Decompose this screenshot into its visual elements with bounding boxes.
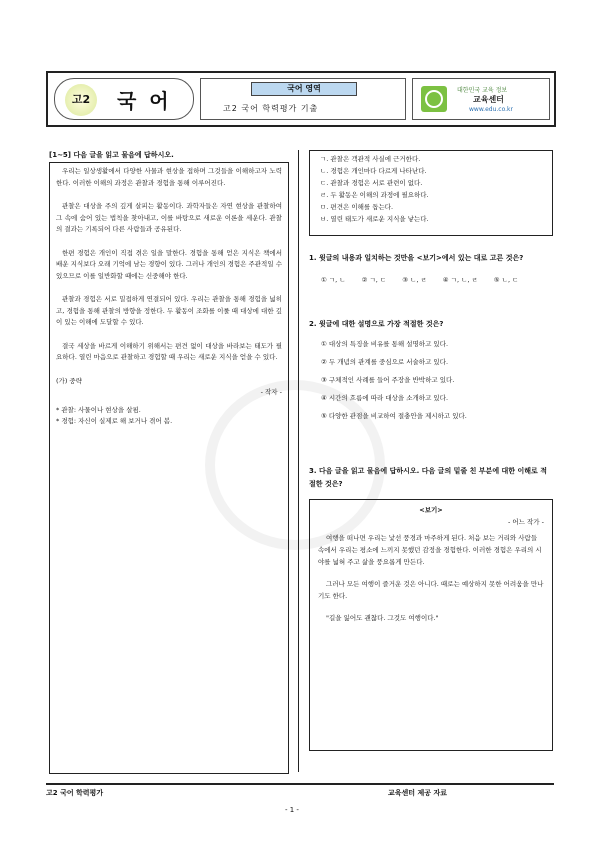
footer-left: 고2 국어 학력평가 [46, 789, 104, 797]
passage-box-paragraph: 그러나 모든 여행이 즐거운 것은 아니다. 때로는 예상하지 못한 어려움을 만나기도 한다. [318, 580, 544, 600]
question-2: 2. 윗글에 대한 설명으로 가장 적절한 것은? [309, 320, 444, 328]
exam-subtitle: 고2 국어 학력평가 기출 [223, 104, 319, 113]
column-divider [298, 150, 299, 772]
passage-paragraph: 우리는 일상생활에서 다양한 사물과 현상을 접하며 그것들을 이해하고자 노력한다. 이러한 이해의 과정은 관찰과 경험을 통해 이루어진다. [56, 167, 282, 187]
footnote: * 관찰: 사물이나 현상을 살핌. [56, 405, 141, 414]
passage-paragraph: 한편 경험은 개인이 직접 겪은 일을 말한다. 경험을 통해 얻은 지식은 책에서 배운 지식보다 오래 기억에 남는 경향이 있다. 그러나 개인의 경험은 주관적일 수 있으므로 이를 일반화할 때에는 신중해야 한다. [56, 248, 282, 280]
subject-box [54, 78, 194, 120]
choice-1[interactable]: ① ㄱ, ㄴ [321, 276, 346, 284]
passage-note: (가) 중략 [56, 376, 82, 385]
page-number: - 1 - [285, 806, 299, 814]
publisher-logo [412, 78, 550, 120]
option-1[interactable]: ① 대상의 특징을 비유를 통해 설명하고 있다. [321, 340, 449, 348]
choice-2[interactable]: ② ㄱ, ㄷ [361, 276, 387, 284]
example-line: ㄷ. 관찰과 경험은 서로 관련이 없다. [320, 179, 423, 187]
choice-3[interactable]: ③ ㄴ, ㄹ [402, 276, 427, 284]
question-1: 1. 윗글의 내용과 일치하는 것만을 <보기>에서 있는 대로 고른 것은? [309, 254, 524, 262]
example-line: ㅂ. 열린 태도가 새로운 지식을 낳는다. [320, 215, 429, 223]
passage-box-author: - 어느 작가 - [507, 518, 544, 526]
footnote: * 경험: 자신이 실제로 해 보거나 겪어 봄. [56, 417, 173, 425]
logo-line1: 대한민국 교육 정보 [457, 87, 508, 94]
question-3-passage [309, 499, 553, 751]
passage-paragraph: 관찰은 대상을 주의 깊게 살피는 활동이다. 과학자들은 자연 현상을 관찰하여 그 속에 숨어 있는 법칙을 찾아내고, 이를 바탕으로 새로운 이론을 세운다. 관찰의 결과는 기록되어 다른 사람들과 공유된다. [56, 202, 282, 233]
passage-paragraph: 관찰과 경험은 서로 밀접하게 연결되어 있다. 우리는 관찰을 통해 경험을 넓히고, 경험을 통해 관찰의 방향을 정한다. 두 활동이 조화를 이룰 때 대상에 대한 깊이 있는 이해에 도달할 수 있다. [56, 295, 282, 326]
example-line: ㄴ. 경험은 개인마다 다르게 나타난다. [320, 167, 427, 175]
example-line: ㅁ. 편견은 이해를 돕는다. [320, 203, 394, 211]
footer-right: 교육센터 제공 자료 [388, 789, 447, 797]
passage-author: - 작자 - [260, 388, 282, 396]
grade-badge: 고2 [65, 84, 97, 116]
passage-heading: [1~5] 다음 글을 읽고 물음에 답하시오. [49, 151, 174, 159]
passage-paragraph: 결국 세상을 바르게 이해하기 위해서는 편견 없이 대상을 바라보는 태도가 필요하다. 열린 마음으로 관찰하고 경험할 때 우리는 새로운 지식을 얻을 수 있다. [56, 341, 282, 361]
question-3: 3. 다음 글을 읽고 물음에 답하시오. 다음 글의 밑줄 친 부분에 대한 이해로 적절한 것은? [309, 467, 547, 488]
passage-box-paragraph: 여행을 떠나면 우리는 낯선 풍경과 마주하게 된다. 처음 보는 거리와 사람들 속에서 우리는 평소에 느끼지 못했던 감정을 경험한다. 이러한 경험은 우리의 시야를 넓혀 주고 삶을 풍요롭게 만든다. [318, 534, 542, 566]
option-2[interactable]: ② 두 개념의 관계를 중심으로 서술하고 있다. [321, 358, 449, 366]
question-1-choices [309, 275, 553, 284]
option-3[interactable]: ③ 구체적인 사례를 들어 주장을 반박하고 있다. [321, 376, 455, 384]
footer-rule [46, 783, 554, 785]
logo-icon [421, 86, 447, 112]
option-5[interactable]: ⑤ 다양한 관점을 비교하여 절충안을 제시하고 있다. [321, 412, 467, 420]
page-header [46, 71, 556, 127]
choice-5[interactable]: ⑤ ㄴ, ㄷ [493, 276, 519, 284]
example-box [309, 150, 553, 236]
choice-4[interactable]: ④ ㄱ, ㄴ, ㄹ [442, 276, 478, 284]
example-line: ㄱ. 관찰은 객관적 사실에 근거한다. [320, 155, 421, 163]
question-2-options [309, 335, 553, 425]
exam-title-box [200, 78, 406, 120]
logo-line3: www.edu.co.kr [469, 106, 514, 113]
example-line: ㄹ. 두 활동은 이해의 과정에 필요하다. [320, 191, 429, 199]
passage-box-title: <보기> [419, 506, 443, 514]
right-column [309, 150, 553, 751]
reading-passage [49, 162, 289, 774]
left-column [49, 150, 289, 774]
option-4[interactable]: ④ 시간의 흐름에 따라 대상을 소개하고 있다. [321, 394, 449, 402]
logo-line2: 교육센터 [473, 95, 504, 104]
subject-title: 국 어 [117, 89, 172, 113]
exam-title: 국어 영역 [251, 82, 357, 96]
passage-box-paragraph: "길을 잃어도 괜찮다. 그것도 여행이다." [326, 614, 439, 622]
